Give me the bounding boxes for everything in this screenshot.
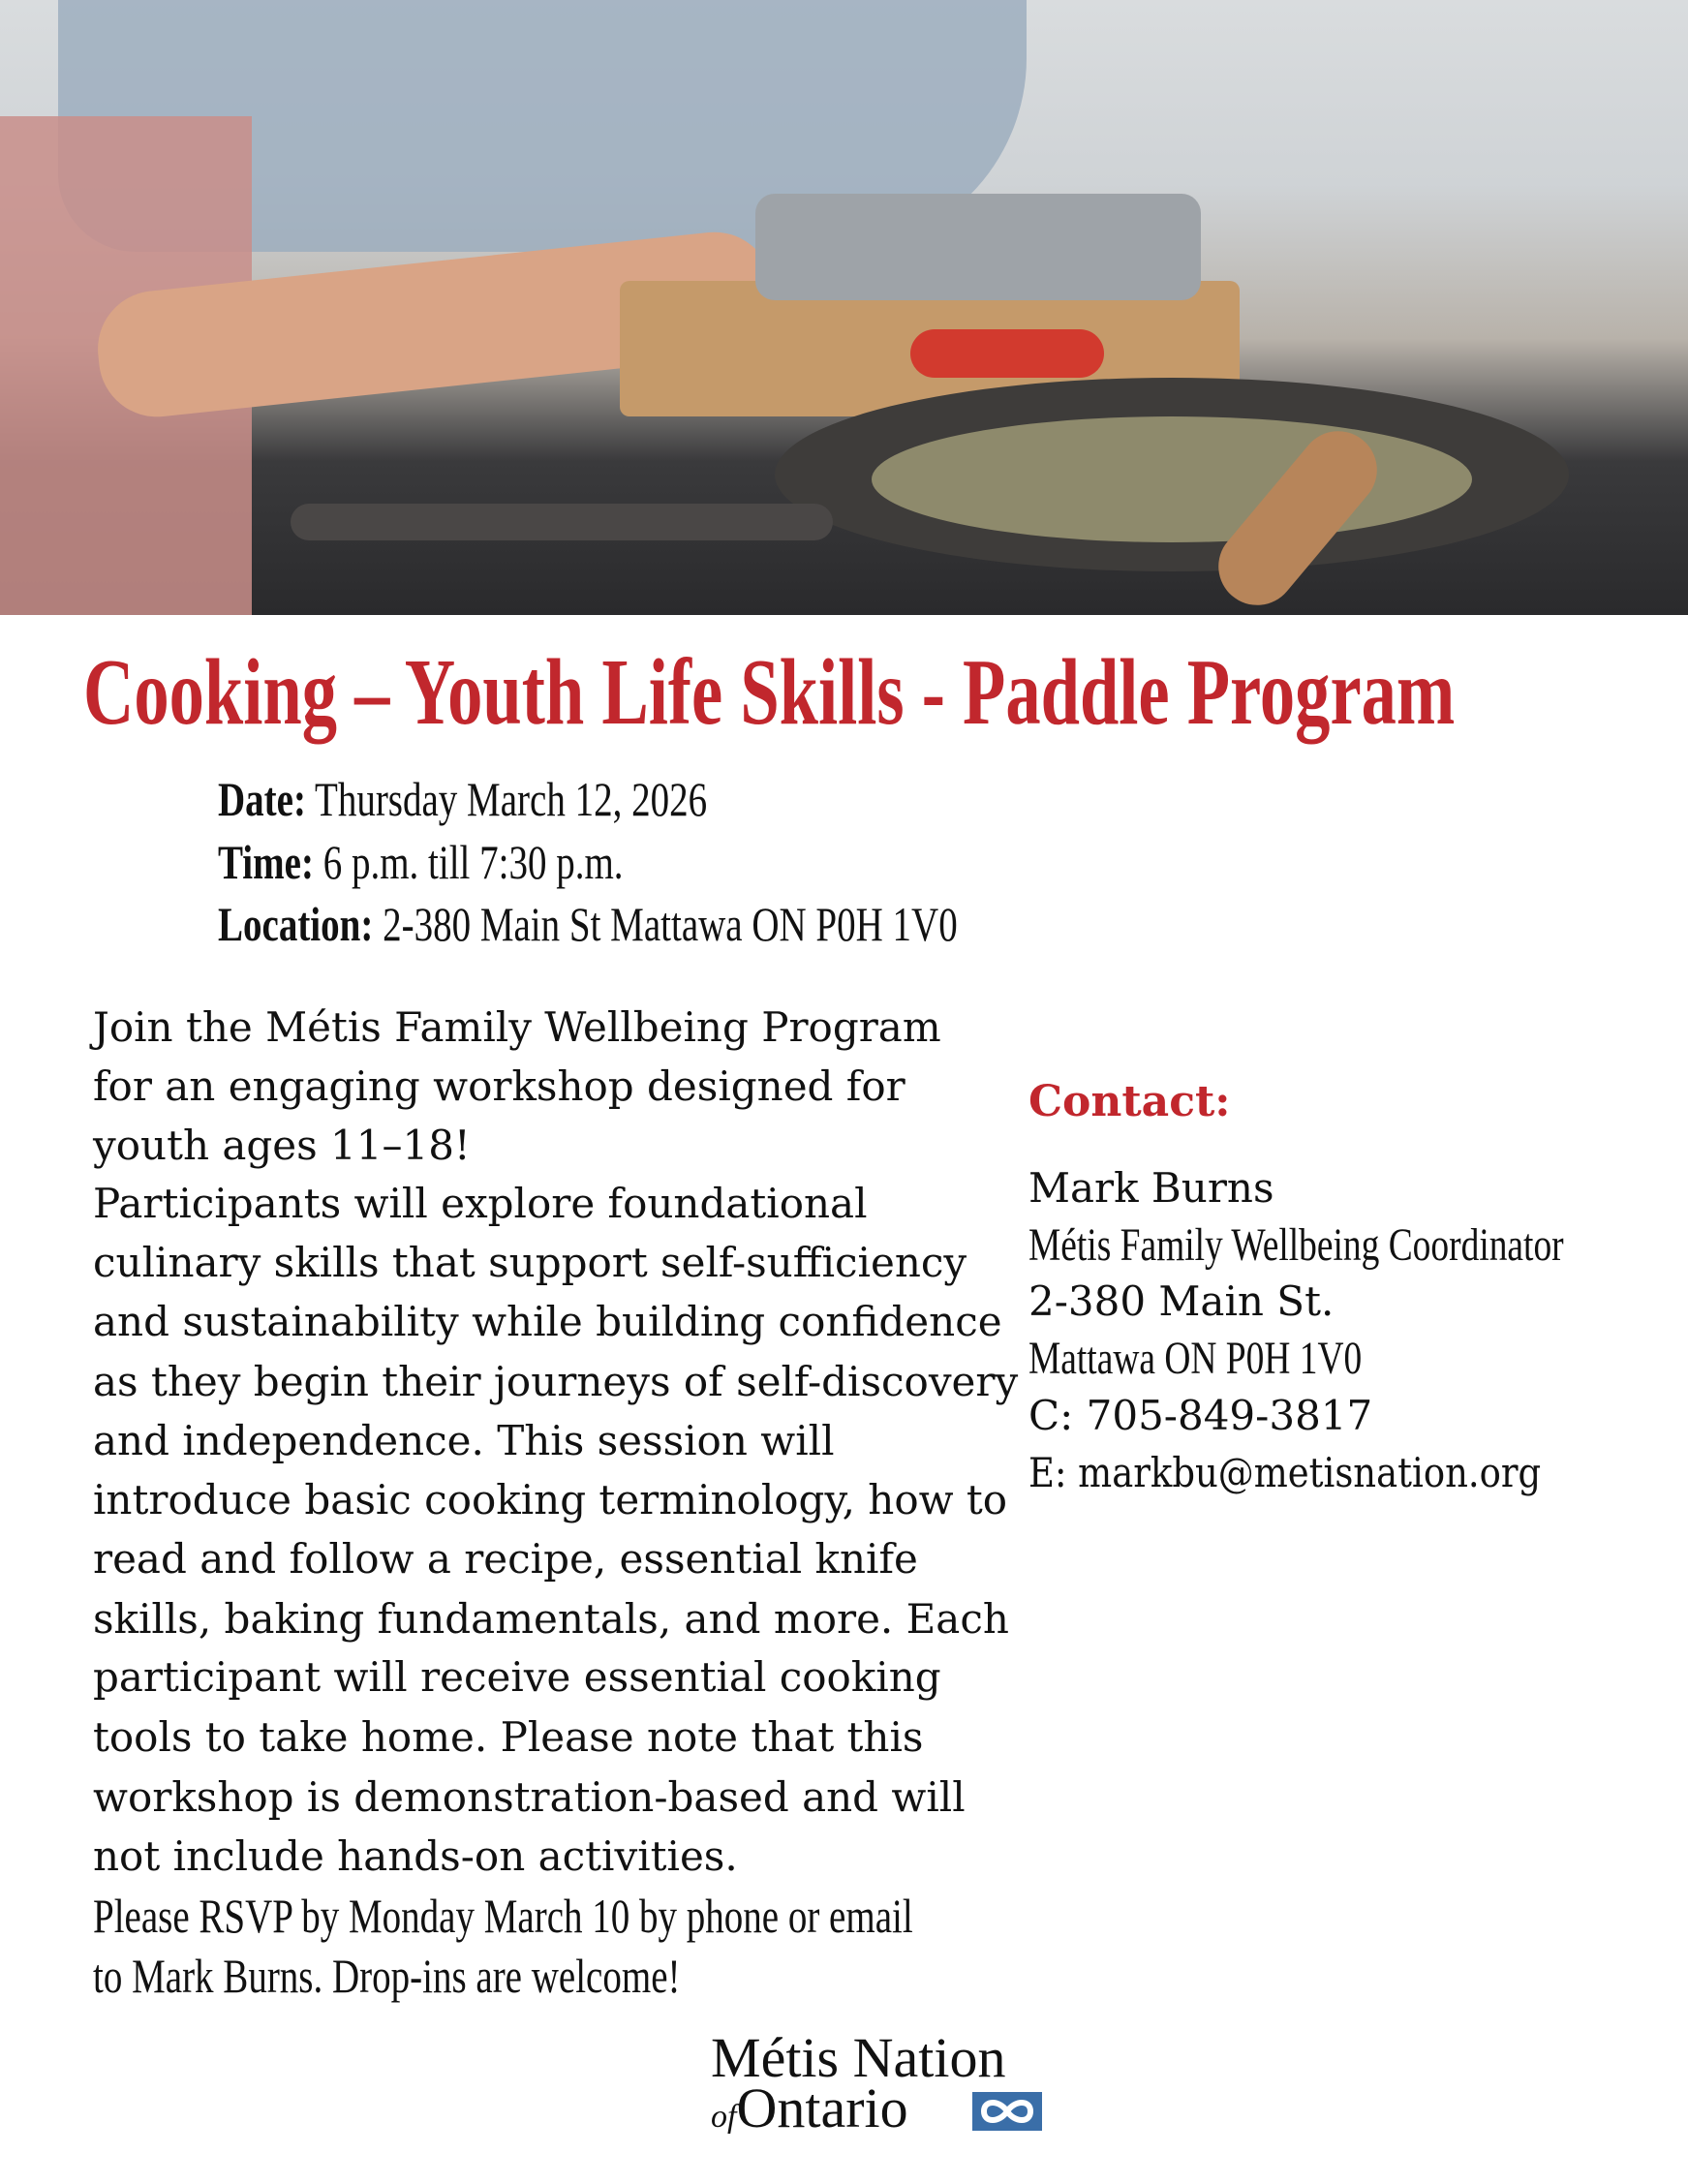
description-line: not include hands-on activities.: [93, 1832, 738, 1880]
event-time: [218, 833, 624, 891]
description-line: Participants will explore foundational: [93, 1180, 868, 1227]
description-line: participant will receive essential cooking: [93, 1653, 941, 1701]
description-line: culinary skills that support self-sufficiency: [93, 1239, 967, 1286]
description-line: as they begin their journeys of self-discovery: [93, 1358, 1019, 1405]
description-line: and independence. This session will: [93, 1417, 835, 1464]
contact-name: Mark Burns: [1028, 1164, 1274, 1212]
time-value: 6 p.m. till 7:30 p.m.: [313, 835, 624, 889]
contact-city: Mattawa ON P0H 1V0: [1028, 1333, 1363, 1384]
contact-email[interactable]: E: markbu@metisnation.org: [1028, 1449, 1542, 1496]
location-value: 2-380 Main St Mattawa ON P0H 1V0: [373, 897, 958, 951]
description-line: skills, baking fundamentals, and more. Each: [93, 1595, 1009, 1643]
description-line: introduce basic cooking terminology, how to: [93, 1476, 1008, 1523]
location-label: Location:: [218, 897, 374, 951]
logo-line2: [711, 2076, 908, 2146]
time-label: Time:: [218, 835, 314, 889]
infinity-flag-icon: [972, 2092, 1042, 2131]
description-line: read and follow a recipe, essential knife: [93, 1535, 918, 1583]
contact-address: 2-380 Main St.: [1028, 1277, 1335, 1325]
description-line: tools to take home. Please note that this: [93, 1713, 924, 1761]
description-line: for an engaging workshop designed for: [93, 1062, 905, 1110]
logo-ontario: Ontario: [736, 2076, 908, 2139]
rsvp-line: to Mark Burns. Drop-ins are welcome!: [93, 1949, 681, 2003]
logo-of: of: [711, 2099, 737, 2135]
date-label: Date:: [218, 772, 306, 826]
description-line: Join the Métis Family Wellbeing Program: [93, 1003, 941, 1051]
metis-nation-ontario-logo: [711, 2026, 1059, 2140]
contact-role: Métis Family Wellbeing Coordinator: [1028, 1219, 1564, 1271]
contact-heading: Contact:: [1028, 1077, 1231, 1126]
page-title: Cooking – Youth Life Skills - Paddle Program: [83, 640, 1456, 745]
event-date: [218, 770, 707, 828]
cooking-photo: [0, 0, 1688, 615]
description-line: workshop is demonstration-based and will: [93, 1773, 966, 1821]
description-line: youth ages 11–18!: [93, 1122, 471, 1169]
description-line: and sustainability while building confidence: [93, 1298, 1002, 1345]
rsvp-line: Please RSVP by Monday March 10 by phone or email: [93, 1889, 913, 1943]
date-value: Thursday March 12, 2026: [305, 772, 708, 826]
contact-phone: C: 705-849-3817: [1028, 1392, 1373, 1439]
event-location: [218, 895, 958, 953]
logo-line1: Métis Nation: [711, 2026, 1006, 2089]
